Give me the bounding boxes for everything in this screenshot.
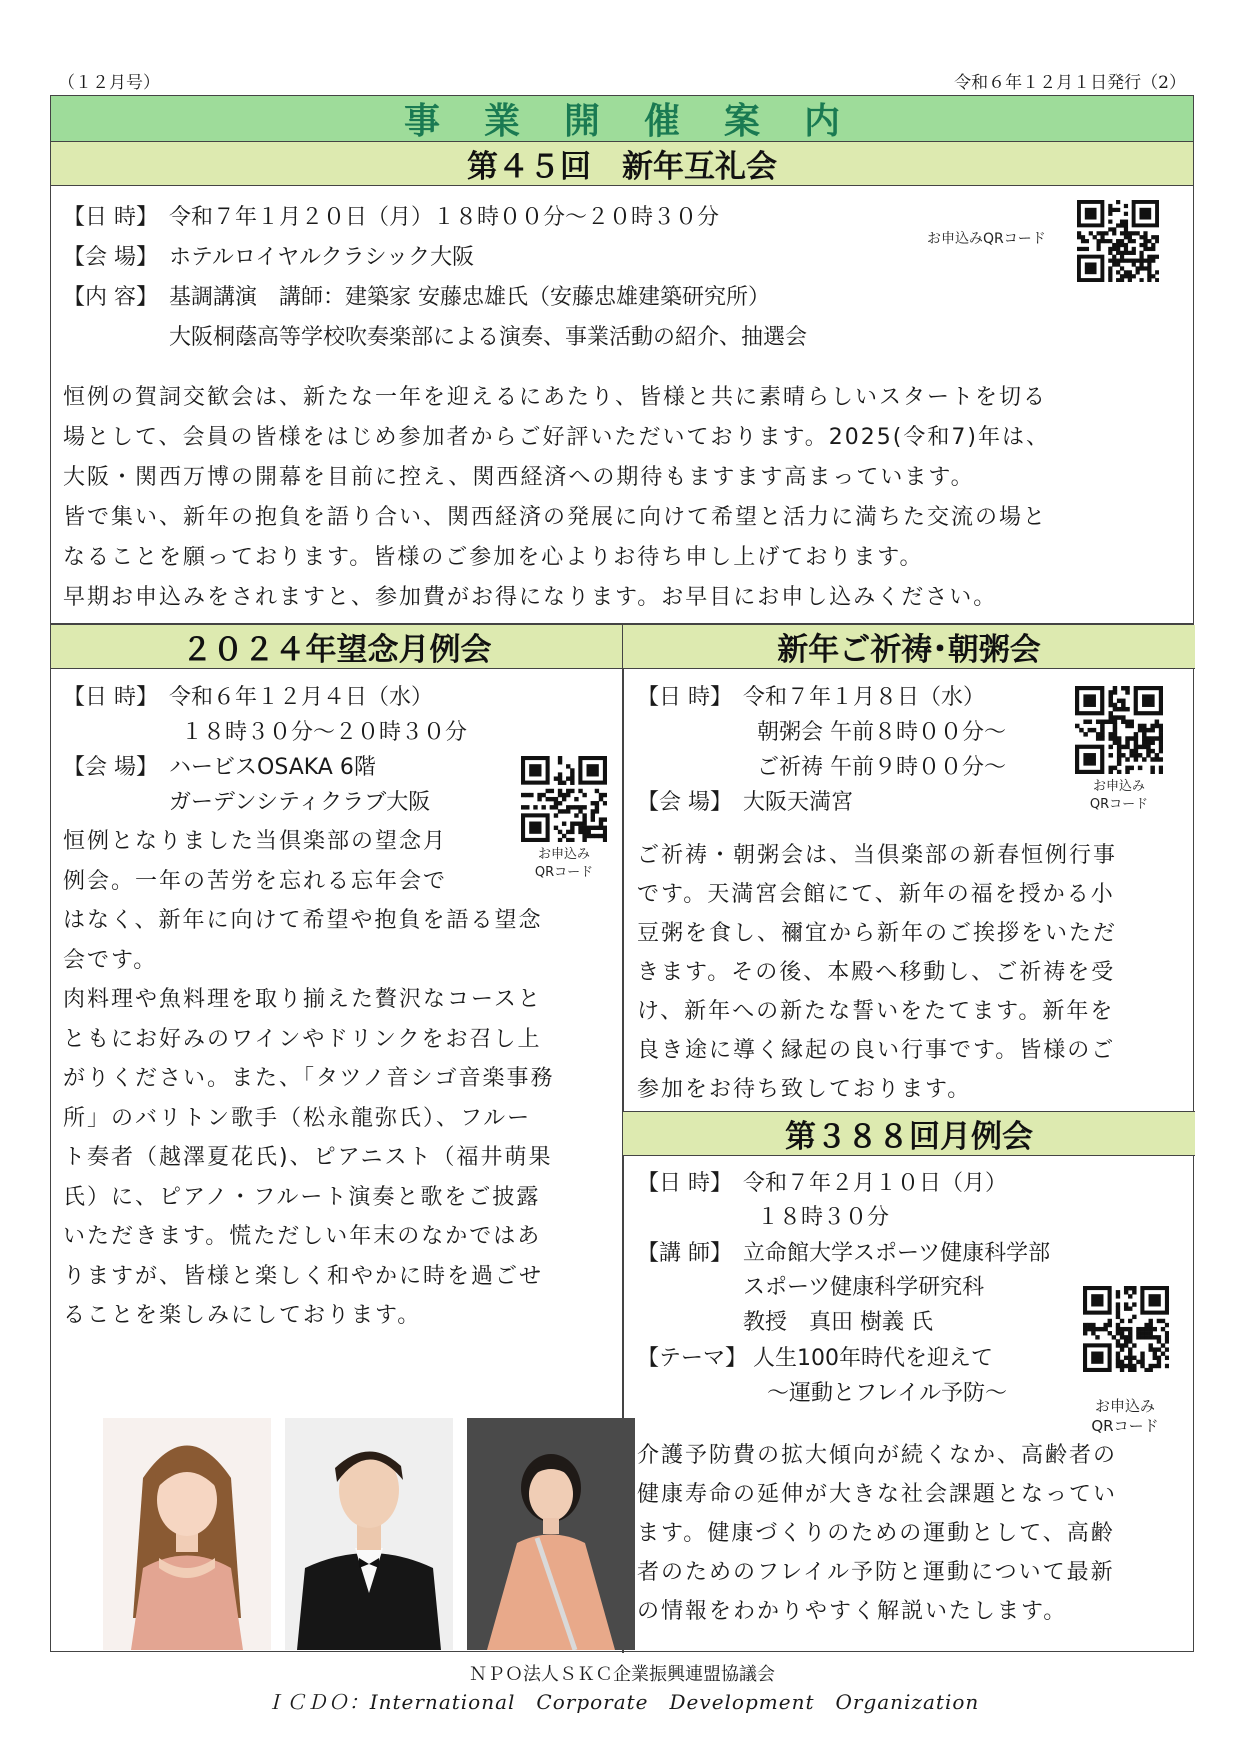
sec4-lecturer1: 立命館大学スポーツ健康科学部 <box>743 1241 1051 1266</box>
sec3-qr-caption <box>1071 778 1167 814</box>
sec3-body-line: 良き途に導く縁起の良い行事です。皆様のご <box>637 1038 1116 1063</box>
sec3-date1: 令和７年１月８日（水） <box>743 685 986 710</box>
sec3-title: 新年ご祈祷･朝粥会 <box>777 632 1041 668</box>
qr-caption-line: QRコード <box>1089 797 1149 812</box>
sec2-body-line: 肉料理や魚料理を取り揃えた贅沢なコースと <box>63 987 542 1012</box>
sec2-venue1: ハービスOSAKA 6階 <box>169 755 376 780</box>
qr-caption-line: QRコード <box>534 865 594 880</box>
qr-caption-line: お申込み <box>1094 1397 1155 1415</box>
sec4-date1: 令和７年２月１０日（月） <box>743 1171 1008 1196</box>
sec1-content-row <box>63 280 770 315</box>
qr-caption-line: お申込み <box>537 847 590 862</box>
sec2-body-line: いただきます。慌ただしい年末のなかではあ <box>63 1224 542 1249</box>
sec4-theme2: ～運動とフレイル予防～ <box>767 1381 1008 1406</box>
sec4-qr-caption <box>1075 1396 1175 1436</box>
sec2-body-line: はなく、新年に向けて希望や抱負を語る望念 <box>63 908 543 933</box>
singer-photo <box>103 1418 271 1650</box>
sec3-body-line: 豆粥を食し、禰宜から新年のご挨拶をいただ <box>637 921 1118 946</box>
sec3-date-row <box>637 680 985 715</box>
sec3-venue: 大阪天満宮 <box>743 790 854 815</box>
sec4-date-row <box>637 1166 1007 1201</box>
sec1-body-line: 大阪・関西万博の開幕を目前に控え、関西経済への期待もますます高まっています。 <box>63 465 975 490</box>
events-banner <box>51 96 1193 142</box>
sec4-title-band <box>623 1112 1195 1156</box>
sec4-lecturer-row <box>637 1236 1050 1271</box>
sec3-venue-row <box>637 785 853 820</box>
sec1-body-line: 皆で集い、新年の抱負を語り合い、関西経済の発展に向けて希望と活力に満ちた交流の場と <box>63 505 1048 530</box>
date-label: 【日 時】 <box>63 205 158 230</box>
sec2-body-line: ト奏者（越澤夏花氏)、ピアニスト（福井萌果 <box>63 1145 553 1170</box>
issue-label: （１２月号） <box>58 73 160 93</box>
sec3-body-line: け、新年への新たな誓いをたてます。新年を <box>637 999 1115 1024</box>
content-label: 【内 容】 <box>63 285 158 310</box>
sec4-body-line: ます。健康づくりのための運動として、高齢 <box>637 1521 1115 1546</box>
sec2-body-line: 氏）に、ピアノ・フルート演奏と歌をご披露 <box>63 1184 541 1210</box>
sec1-body <box>63 378 1188 618</box>
sec2-body-line: 恒例となりました当倶楽部の望念月 <box>63 829 448 854</box>
sec3-qr-code-icon[interactable] <box>1075 686 1163 774</box>
sec1-body-line: なることを願っております。皆様のご参加を心よりお待ち申し上げております。 <box>63 545 924 570</box>
sec3-body-line: ご祈祷・朝粥会は、当倶楽部の新春恒例行事 <box>637 843 1118 868</box>
sec2-venue-row <box>63 750 376 785</box>
sec1-content2: 大阪桐蔭高等学校吹奏楽部による演奏、事業活動の紹介、抽選会 <box>169 325 808 350</box>
venue-label: 【会 場】 <box>63 755 158 780</box>
sec2-title: ２０２４年望念月例会 <box>181 632 492 668</box>
sec4-lecturer3: 教授 真田 樹義 氏 <box>743 1310 933 1335</box>
sec4-theme-row <box>637 1341 993 1376</box>
sec2-body-line: 例会。一年の苦労を忘れる忘年会で <box>63 868 448 894</box>
organization-name: ＮＰＯ法人ＳＫＣ企業振興連盟協議会 <box>469 1664 775 1685</box>
sec3-body-line: きます。その後、本殿へ移動し、ご祈祷を受 <box>637 960 1116 985</box>
publication-date: 令和６年１２月１日発行（2） <box>954 73 1186 93</box>
sec1-qr-caption: お申込みQRコード <box>927 231 1046 247</box>
sec4-qr-code-icon[interactable] <box>1083 1286 1169 1372</box>
sec4-title: 第３８８回月例会 <box>785 1119 1033 1155</box>
sec4-body-line: の情報をわかりやすく解説いたします。 <box>637 1599 1068 1624</box>
baritone-photo <box>285 1418 453 1650</box>
sec4-body-line: 者のためのフレイル予防と運動について最新 <box>637 1560 1115 1585</box>
sec4-date2: １８時３０分 <box>757 1205 890 1230</box>
sec2-body-line: 会です。 <box>63 947 158 973</box>
sec3-body <box>637 836 1117 1109</box>
sec1-body-line: 場として、会員の皆様をはじめ参加者からご好評いただいております。2025(令和7)年は、 <box>63 425 1050 450</box>
sec1-description <box>63 378 1188 618</box>
sec3-date2: 朝粥会 午前８時００分～ <box>757 720 1006 745</box>
sec1-body-line: 早期お申込みをされますと、参加費がお得になります。お早目にお申し込みください。 <box>63 585 998 610</box>
sec2-date1: 令和６年１２月４日（水） <box>169 685 434 710</box>
sec1-venue: ホテルロイヤルクラシック大阪 <box>169 245 475 270</box>
sec1-body-line: 恒例の賀詞交歓会は、新たな一年を迎えるにあたり、皆様と共に素晴らしいスタートを切る <box>63 385 1048 410</box>
icdo-tagline: ＩＣＤＯ：International Corporate Development Organization <box>264 1690 980 1714</box>
sec3-title-band <box>623 625 1195 669</box>
sec1-title: 第４５回 新年互礼会 <box>467 149 777 185</box>
sec4-body-line: 健康寿命の延伸が大きな社会課題となってい <box>637 1482 1118 1507</box>
sec1-venue-row <box>63 240 474 275</box>
venue-label: 【会 場】 <box>63 245 158 270</box>
events-frame <box>50 95 1194 1652</box>
sec4-theme1: 人生100年時代を迎えて <box>753 1346 993 1371</box>
sec4-body-line: 介護予防費の拡大傾向が続くなか、高齢者の <box>637 1443 1118 1468</box>
sec2-body-line: ともにお好みのワインやドリンクをお召し上 <box>63 1026 542 1052</box>
sec2-date-row <box>63 680 433 715</box>
sec4-lecturer2: スポーツ健康科学研究科 <box>743 1275 985 1300</box>
theme-label: 【テーマ】 <box>637 1346 748 1371</box>
sec2-title-band <box>51 625 622 669</box>
sec2-body-line: がりください。また、「タツノ音シゴ音楽事務 <box>63 1066 555 1091</box>
sec2-body-line: りますが、皆様と楽しく和やかに時を過ごせ <box>63 1263 544 1289</box>
banner-title: 事業開催案内 <box>403 101 884 142</box>
sec2-venue2: ガーデンシティクラブ大阪 <box>169 790 431 815</box>
sec2-date2: １８時３０分～２０時３０分 <box>181 720 468 745</box>
sec1-qr-code-icon[interactable] <box>1077 200 1159 282</box>
flutist-photo <box>467 1418 635 1650</box>
lecturer-label: 【講 師】 <box>637 1241 732 1266</box>
sec1-date: 令和７年１月２０日（月）１８時００分～２０時３０分 <box>169 205 720 230</box>
venue-label: 【会 場】 <box>637 790 732 815</box>
sec2-body <box>63 822 554 1336</box>
sec3-body-line: 参加をお待ち致しております。 <box>637 1077 972 1102</box>
sec2-body-line: 所」のバリトン歌手（松永龍弥氏）、フルー <box>63 1105 532 1131</box>
qr-caption-line: QRコード <box>1091 1417 1159 1435</box>
date-label: 【日 時】 <box>637 1171 732 1196</box>
sec1-content1: 基調講演 講師：建築家 安藤忠雄氏（安藤忠雄建築研究所） <box>169 285 770 310</box>
sec3-date3: ご祈祷 午前９時００分～ <box>757 755 1006 780</box>
date-label: 【日 時】 <box>63 685 158 710</box>
sec2-body-line: ることを楽しみにしております。 <box>63 1303 422 1328</box>
qr-caption-line: お申込み <box>1092 779 1145 794</box>
sec3-body-line: です。天満宮会館にて、新年の福を授かる小 <box>637 882 1115 907</box>
date-label: 【日 時】 <box>637 685 732 710</box>
sec1-title-band <box>51 142 1193 186</box>
sec4-body <box>637 1436 1117 1631</box>
sec1-date-row <box>63 200 719 235</box>
